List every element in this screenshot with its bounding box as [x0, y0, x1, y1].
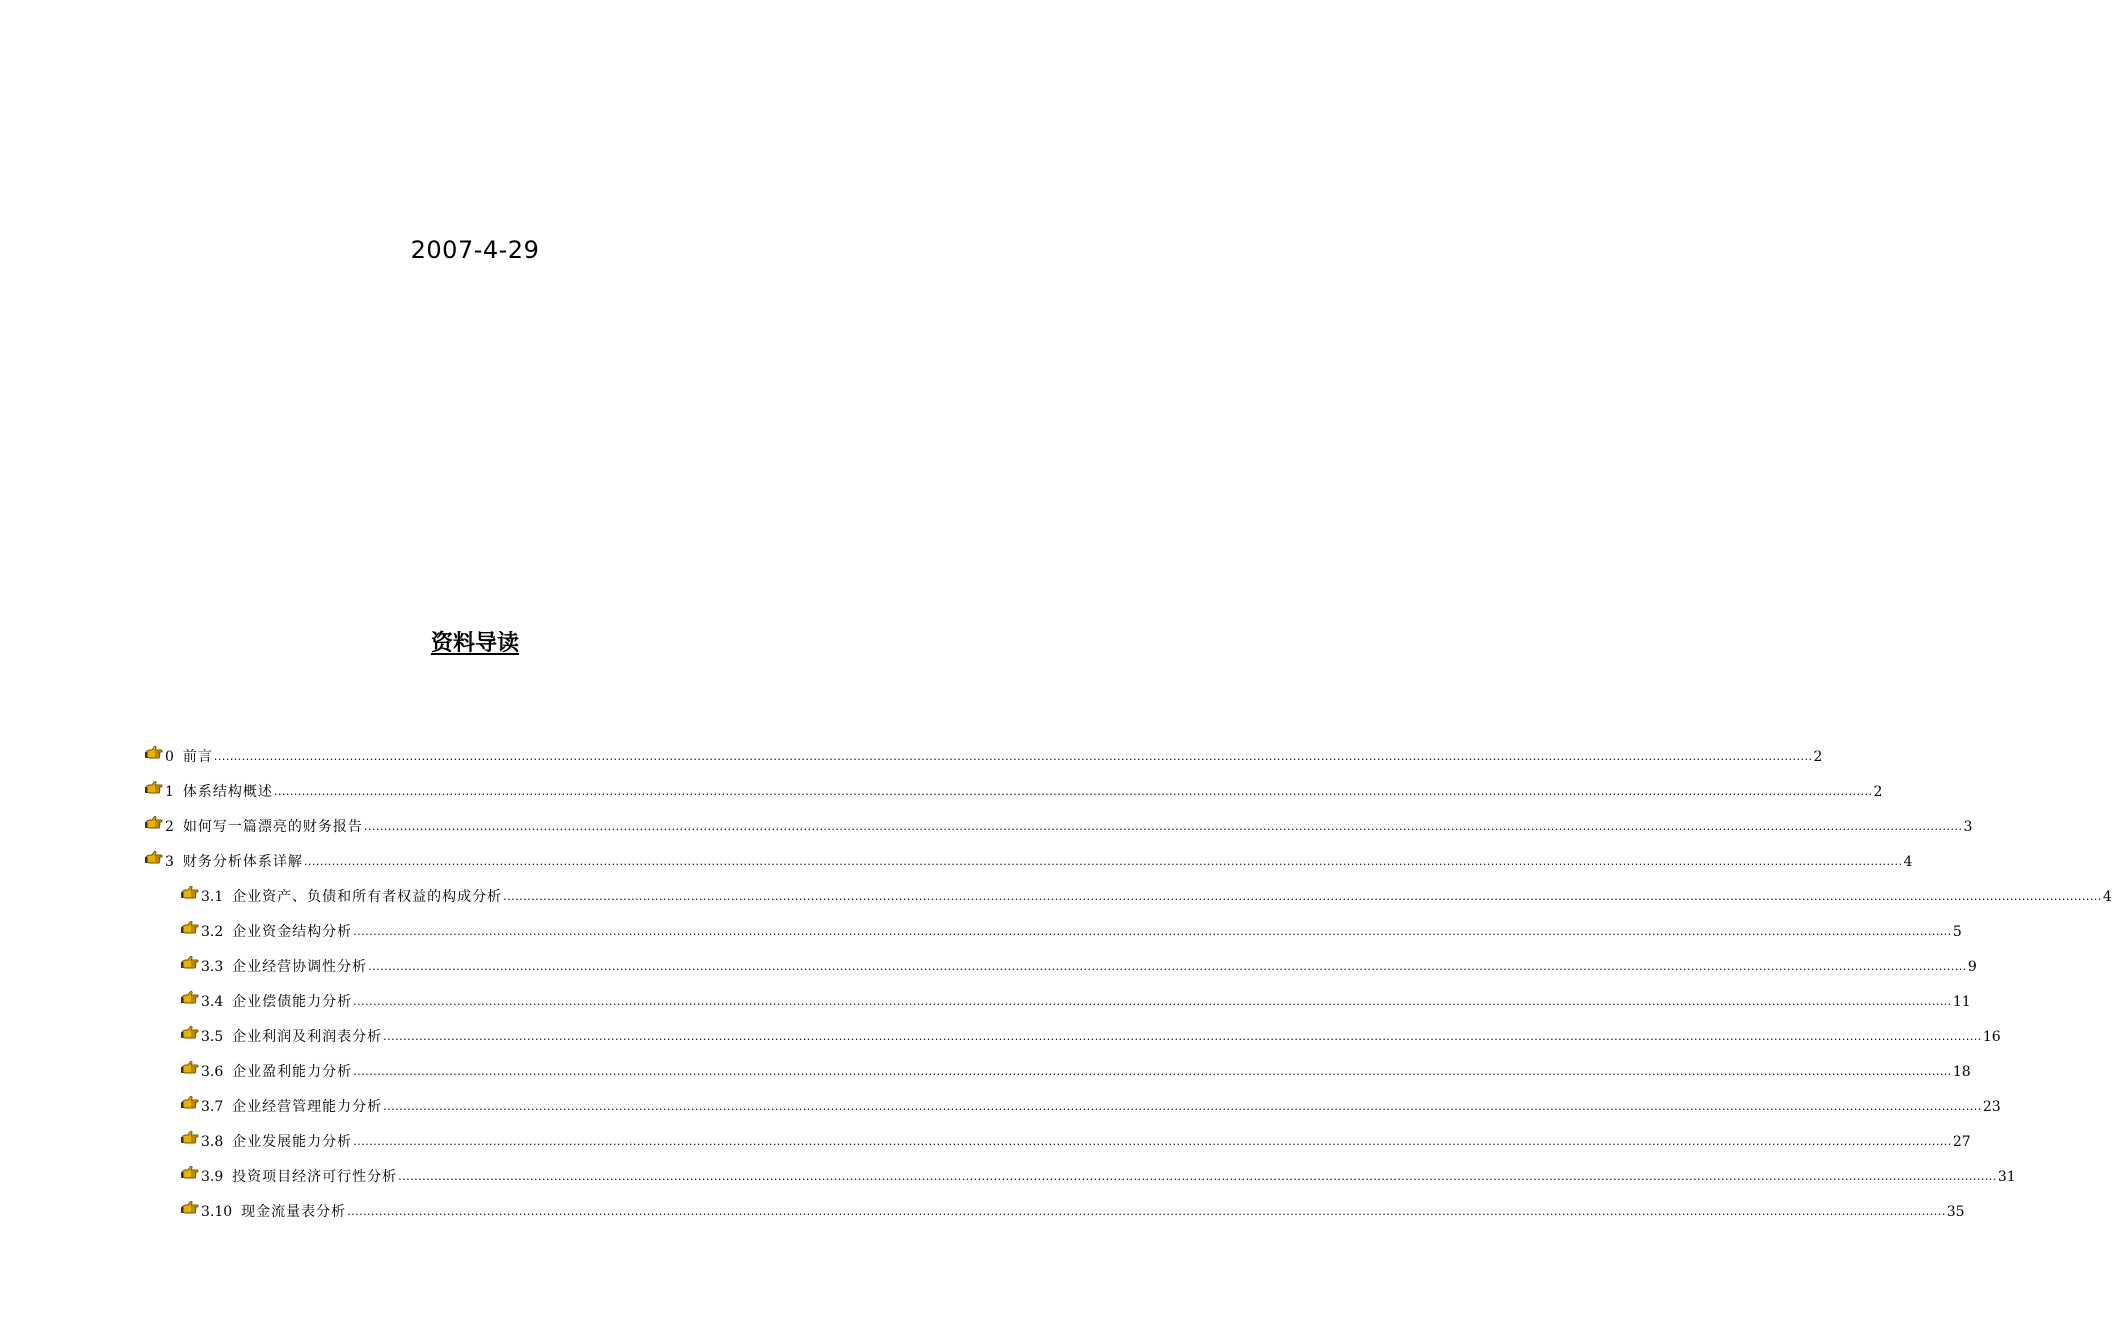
pointing-hand-icon [180, 989, 200, 1009]
toc-entry[interactable] [180, 985, 1971, 1011]
toc-entry[interactable] [180, 1020, 2001, 1046]
pointing-hand-icon [144, 814, 164, 834]
toc-dot-leader: ................................................................................................................................................................................................................................................................................................................................................................................................................ [383, 1030, 1982, 1043]
toc-entry[interactable] [180, 915, 1962, 941]
toc-entry[interactable] [180, 950, 1977, 976]
toc-entry-label: 财务分析体系详解 [182, 854, 303, 870]
toc-entry-number: 3 [165, 854, 174, 870]
toc-entry[interactable] [144, 845, 1913, 871]
toc-entry-number: 0 [165, 749, 174, 765]
toc-entry[interactable] [144, 740, 1823, 766]
toc-entry[interactable] [144, 810, 1973, 836]
toc-dot-leader: ................................................................................................................................................................................................................................................................................................................................................................................................................ [368, 960, 1967, 973]
toc-page-number: 5 [1952, 924, 1962, 940]
toc-page-number: 16 [1982, 1029, 2001, 1045]
toc-page-number: 9 [1967, 959, 1977, 975]
toc-dot-leader: ................................................................................................................................................................................................................................................................................................................................................................................................................ [353, 1065, 1952, 1078]
toc-dot-leader: ................................................................................................................................................................................................................................................................................................................................................................................................................ [353, 995, 1952, 1008]
toc-page-number: 11 [1952, 994, 1971, 1010]
toc-entry-label: 企业利润及利润表分析 [232, 1029, 383, 1045]
toc-dot-leader: ................................................................................................................................................................................................................................................................................................................................................................................................................ [273, 785, 1873, 798]
toc-page-number: 23 [1982, 1099, 2001, 1115]
pointing-hand-icon [144, 744, 164, 764]
toc-entry-number: 3.8 [201, 1134, 224, 1150]
toc-dot-leader: ................................................................................................................................................................................................................................................................................................................................................................................................................ [213, 750, 1813, 763]
toc-page-number: 27 [1952, 1134, 1971, 1150]
toc-entry-number: 3.10 [201, 1204, 233, 1220]
toc-entry-number: 1 [165, 784, 174, 800]
toc-dot-leader: ................................................................................................................................................................................................................................................................................................................................................................................................................ [353, 1135, 1952, 1148]
toc-page-number: 2 [1813, 749, 1823, 765]
toc-entry-number: 3.4 [201, 994, 224, 1010]
toc-title: 资料导读 [430, 631, 519, 656]
pointing-hand-icon [180, 1024, 200, 1044]
toc-entry-number: 3.1 [201, 889, 224, 905]
toc-entry[interactable] [180, 1195, 1965, 1221]
toc-entry-number: 3.6 [201, 1064, 224, 1080]
toc-entry[interactable] [180, 1160, 2016, 1186]
toc-entry-label: 投资项目经济可行性分析 [232, 1169, 398, 1185]
toc-entry[interactable] [180, 1090, 2001, 1116]
toc-entry[interactable] [180, 880, 2112, 906]
toc-entry-label: 企业资产、负债和所有者权益的构成分析 [232, 889, 503, 905]
toc-entry-number: 3.9 [201, 1169, 224, 1185]
pointing-hand-icon [180, 1129, 200, 1149]
toc-page-number: 4 [1903, 854, 1913, 870]
toc-entry-label: 企业经营管理能力分析 [232, 1099, 383, 1115]
document-date: 2007-4-29 [410, 236, 540, 264]
toc-entry-number: 3.5 [201, 1029, 224, 1045]
toc-entry-label: 现金流量表分析 [241, 1204, 347, 1220]
pointing-hand-icon [180, 884, 200, 904]
toc-entry-label: 体系结构概述 [182, 784, 273, 800]
toc-entry-label: 前言 [182, 749, 213, 765]
pointing-hand-icon [180, 1059, 200, 1079]
toc-dot-leader: ................................................................................................................................................................................................................................................................................................................................................................................................................ [353, 925, 1952, 938]
toc-page-number: 18 [1952, 1064, 1971, 1080]
toc-dot-leader: ................................................................................................................................................................................................................................................................................................................................................................................................................ [363, 820, 1963, 833]
pointing-hand-icon [180, 954, 200, 974]
pointing-hand-icon [144, 849, 164, 869]
pointing-hand-icon [180, 1199, 200, 1219]
toc-entry[interactable] [144, 775, 1883, 801]
toc-page-number: 3 [1963, 819, 1973, 835]
toc-entry-number: 3.3 [201, 959, 224, 975]
toc-entry-label: 企业盈利能力分析 [232, 1064, 353, 1080]
toc-dot-leader: ................................................................................................................................................................................................................................................................................................................................................................................................................ [383, 1100, 1982, 1113]
pointing-hand-icon [180, 1094, 200, 1114]
toc-dot-leader: ................................................................................................................................................................................................................................................................................................................................................................................................................ [398, 1170, 1997, 1183]
toc-entry-label: 企业偿债能力分析 [232, 994, 353, 1010]
toc-entry-number: 2 [165, 819, 174, 835]
toc-dot-leader: ................................................................................................................................................................................................................................................................................................................................................................................................................ [303, 855, 1903, 868]
pointing-hand-icon [180, 1164, 200, 1184]
toc-page-number: 35 [1946, 1204, 1965, 1220]
toc-dot-leader: ................................................................................................................................................................................................................................................................................................................................................................................................................ [347, 1205, 1946, 1218]
toc-entry[interactable] [180, 1125, 1971, 1151]
pointing-hand-icon [180, 919, 200, 939]
toc-dot-leader: ................................................................................................................................................................................................................................................................................................................................................................................................................ [503, 890, 2102, 903]
toc-page-number: 31 [1997, 1169, 2016, 1185]
toc-entry-label: 企业资金结构分析 [232, 924, 353, 940]
toc-entry-label: 企业发展能力分析 [232, 1134, 353, 1150]
pointing-hand-icon [144, 779, 164, 799]
toc-entry-number: 3.7 [201, 1099, 224, 1115]
toc-entry[interactable] [180, 1055, 1971, 1081]
toc-entry-label: 企业经营协调性分析 [232, 959, 368, 975]
toc-entry-number: 3.2 [201, 924, 224, 940]
toc-entry-label: 如何写一篇漂亮的财务报告 [182, 819, 363, 835]
toc-page-number: 4 [2102, 889, 2112, 905]
toc-page-number: 2 [1873, 784, 1883, 800]
